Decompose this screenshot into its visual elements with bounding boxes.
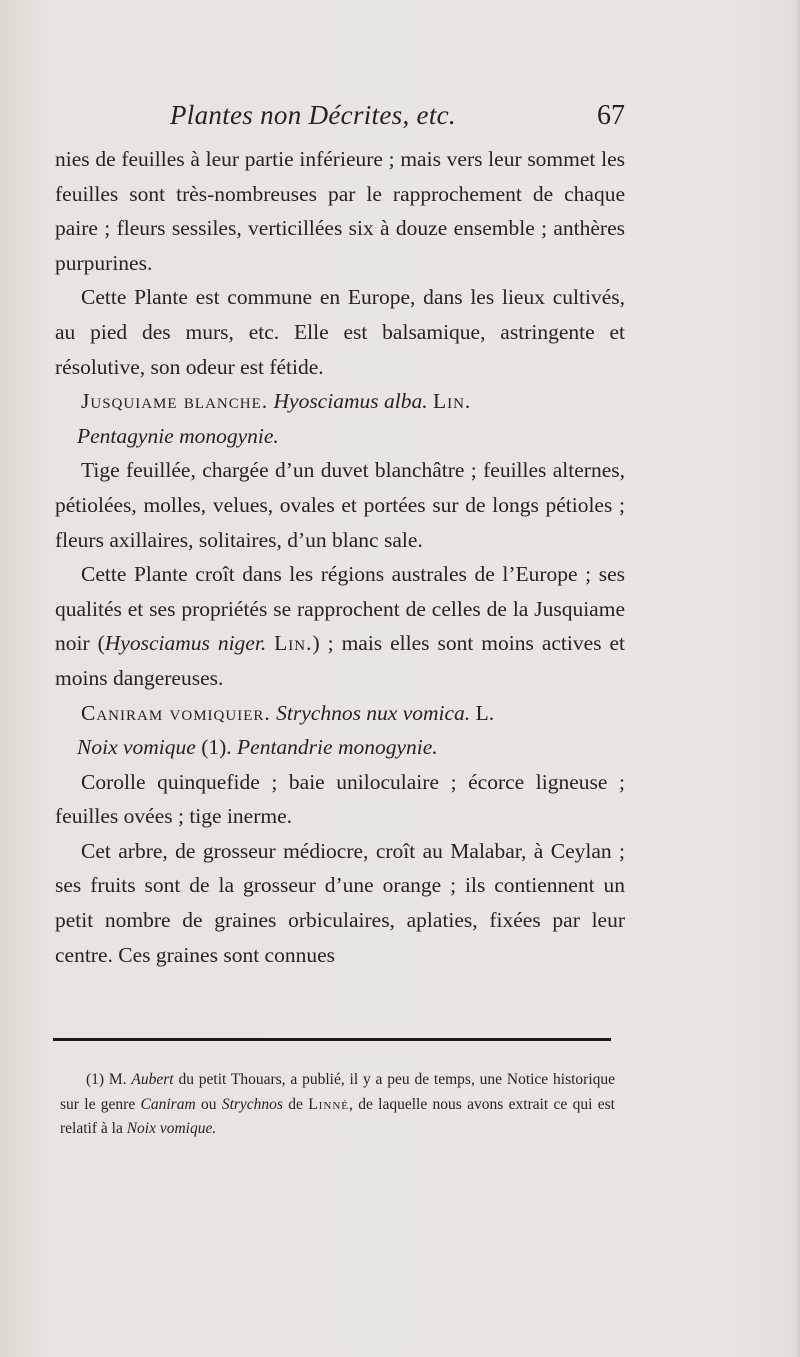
footnote-genus: Strychnos <box>221 1095 283 1113</box>
paragraph-text: ) ; mais elles sont moins actives et moins dangereuses. <box>55 631 625 690</box>
species-authority: L. <box>475 700 495 725</box>
footnote-text <box>60 1068 615 1142</box>
paragraph: Corolle quinquefide ; baie uniloculaire ; écorce ligneuse ; feuilles ovées ; tige inerme. <box>55 769 625 829</box>
footnote-text-part: ou <box>200 1095 217 1113</box>
paragraph: Cette Plante est commune en Europe, dans les lieux cultivés, au pied des murs, etc. Elle est balsamique, astringente et résolutive, son odeur est fétide. <box>55 285 625 379</box>
running-header <box>170 100 625 146</box>
page-number: 67 <box>597 100 625 131</box>
species-classification <box>55 730 625 765</box>
footnote-term: Noix vomique. <box>126 1120 217 1137</box>
paragraph <box>55 557 625 695</box>
classification-label: Pentandrie monogynie. <box>237 735 438 760</box>
footnote-author-name: Linné <box>308 1095 349 1113</box>
species-entry-heading <box>55 696 625 731</box>
species-authority: Lin. <box>274 631 313 656</box>
running-title: Plantes non Décrites, etc. <box>170 100 456 130</box>
footnote-rule <box>53 1038 611 1041</box>
footnote-marker: (1) M. <box>86 1071 127 1088</box>
page-edge-shadow <box>794 0 800 1357</box>
paragraph: nies de feuilles à leur partie inférieure ; mais vers leur sommet les feuilles sont très-nombreuses par le rapprochement de chaque paire ; fleurs sessiles, verticillées six à douze ensemble ; anthères purpurines. <box>55 147 625 275</box>
species-latin-name: Strychnos nux vomica. <box>276 700 471 725</box>
footnote-genus: Caniram <box>140 1095 196 1113</box>
paragraph: Cet arbre, de grosseur médiocre, croît au Malabar, à Ceylan ; ses fruits sont de la grosseur d’une orange ; ils contiennent un petit nombre de graines orbiculaires, aplaties, fixées par leur centre. Ces graines sont connues <box>55 838 625 967</box>
footnote <box>60 1068 615 1142</box>
species-common-name: Jusquiame blanche. <box>81 389 269 414</box>
footnote-reference: (1). <box>201 735 232 760</box>
species-classification <box>55 419 625 454</box>
species-authority: Lin. <box>432 389 472 414</box>
body-text <box>55 142 625 972</box>
paragraph-text: Cette Plante croît dans les régions australes de l’Europe ; ses qualités et ses propriétés se rapprochent de celles de la Jusquiame noir ( <box>55 562 625 656</box>
footnote-author: Aubert <box>131 1071 174 1088</box>
paragraph: Tige feuillée, chargée d’un duvet blanchâtre ; feuilles alternes, pétiolées, molles, velues, ovales et portées sur de longs pétioles ; fleurs axillaires, solitaires, d’un blanc sale. <box>55 458 625 552</box>
species-vernacular-name: Noix vomique <box>77 735 196 760</box>
footnote-text-part: , de laquelle nous avons extrait ce qui est relatif à la <box>60 1095 615 1137</box>
footnote-text-part: du petit Thouars, a publié, il y a peu de temps, une Notice historique sur le genre <box>60 1071 616 1113</box>
species-latin-name: Hyosciamus alba. <box>273 389 428 414</box>
species-entry-heading <box>55 384 625 419</box>
classification-label: Pentagynie monogynie. <box>77 423 279 448</box>
species-common-name: Caniram vomiquier. <box>81 700 271 725</box>
footnote-text-part: de <box>288 1095 303 1113</box>
species-latin-name: Hyosciamus niger. <box>104 631 267 656</box>
